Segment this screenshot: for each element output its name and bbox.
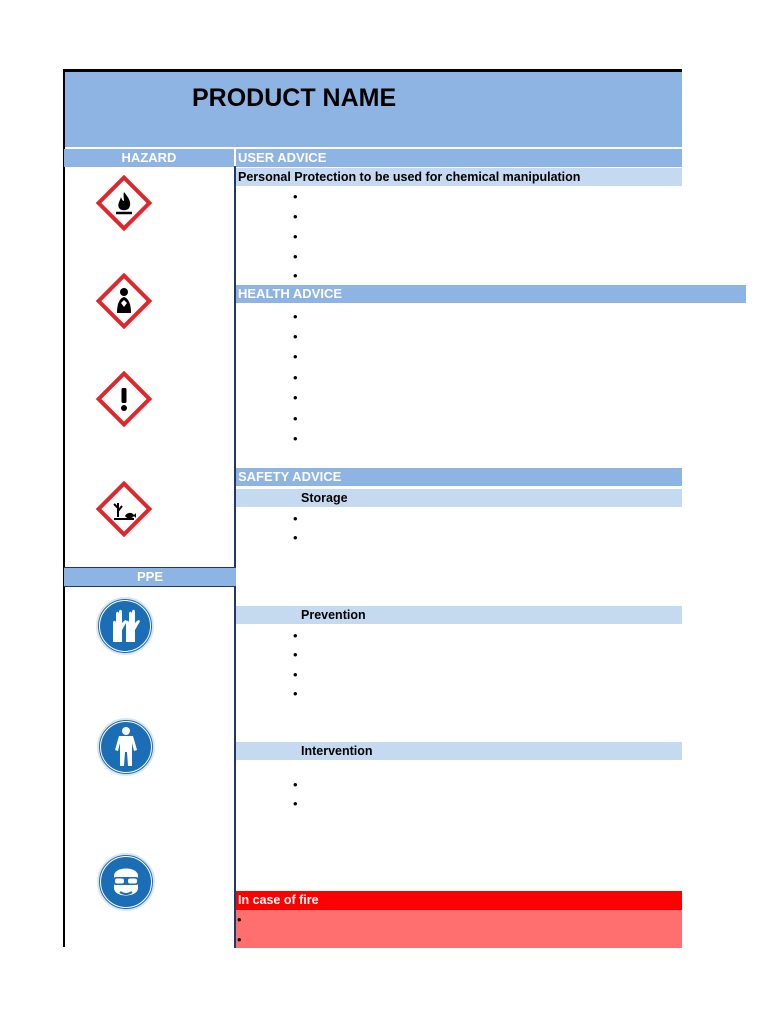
list-item: • xyxy=(293,229,298,244)
list-item: • xyxy=(293,209,298,224)
exclamation-icon xyxy=(96,371,152,427)
health-hazard-icon xyxy=(96,273,152,329)
list-item: • xyxy=(237,932,242,947)
prevention-subheader: Prevention xyxy=(236,606,682,624)
storage-subheader: Storage xyxy=(236,489,682,507)
list-item: • xyxy=(293,189,298,204)
list-item: • xyxy=(293,511,298,526)
face-mask-goggles-icon xyxy=(96,852,156,912)
list-item: • xyxy=(293,411,298,426)
health-advice-header: HEALTH ADVICE xyxy=(236,285,746,303)
safety-advice-header: SAFETY ADVICE xyxy=(236,468,682,486)
list-item: • xyxy=(293,647,298,662)
list-item: • xyxy=(293,431,298,446)
list-item: • xyxy=(293,686,298,701)
user-advice-header: USER ADVICE xyxy=(236,149,682,167)
fire-body xyxy=(236,910,682,948)
protective-suit-icon xyxy=(96,717,156,777)
list-item: • xyxy=(293,667,298,682)
ppe-header: PPE xyxy=(64,567,236,587)
list-item: • xyxy=(293,249,298,264)
list-item: • xyxy=(293,309,298,324)
personal-protection-subheader: Personal Protection to be used for chemical manipulation xyxy=(236,168,682,186)
list-item: • xyxy=(293,628,298,643)
list-item: • xyxy=(293,390,298,405)
list-item: • xyxy=(293,777,298,792)
fire-header: In case of fire xyxy=(236,891,682,910)
environment-icon xyxy=(96,481,152,537)
list-item: • xyxy=(293,329,298,344)
flammable-icon xyxy=(96,175,152,231)
gloves-icon xyxy=(95,596,155,656)
intervention-subheader: Intervention xyxy=(236,742,682,760)
list-item: • xyxy=(293,349,298,364)
list-item: • xyxy=(293,796,298,811)
page-title: PRODUCT NAME xyxy=(192,84,397,112)
list-item: • xyxy=(293,268,298,283)
left-border xyxy=(63,69,65,947)
list-item: • xyxy=(293,370,298,385)
column-divider xyxy=(234,166,236,948)
list-item: • xyxy=(293,530,298,545)
hazard-header: HAZARD xyxy=(64,149,234,167)
list-item: • xyxy=(237,912,242,927)
